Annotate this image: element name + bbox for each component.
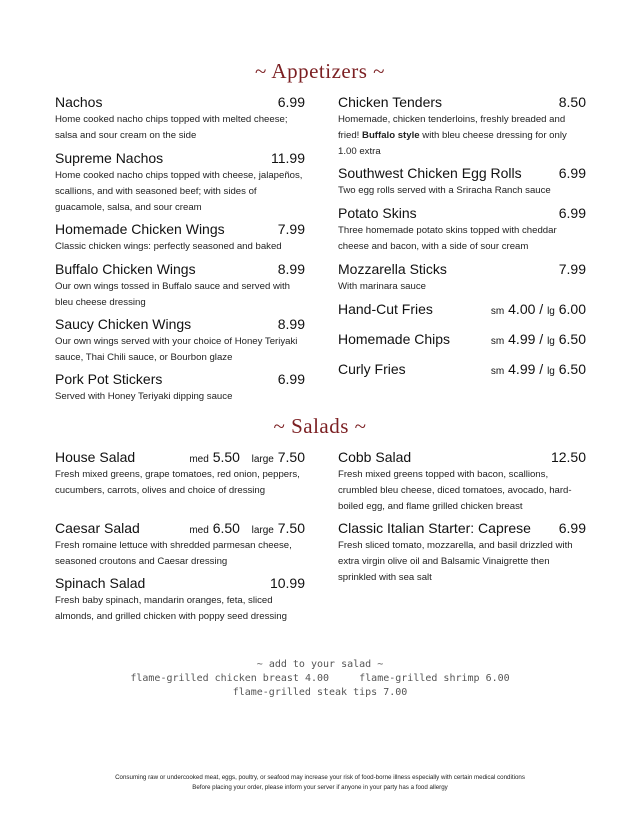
item-name: Southwest Chicken Egg Rolls bbox=[338, 165, 522, 181]
price-small: 4.99 bbox=[508, 331, 536, 347]
item-description: Our own wings tossed in Buffalo sauce and served with bleu cheese dressing bbox=[55, 281, 290, 308]
item-description: Two egg rolls served with a Sriracha Ranch sauce bbox=[338, 185, 551, 196]
description-bold-text: Buffalo style bbox=[362, 130, 420, 141]
item-price bbox=[491, 361, 586, 377]
price-small: 4.99 bbox=[508, 361, 536, 377]
menu-item-saucy-wings bbox=[55, 316, 305, 366]
price-separator: / bbox=[539, 301, 544, 317]
item-price: 7.99 bbox=[558, 261, 586, 277]
menu-item-house-salad bbox=[55, 449, 305, 499]
price-large: 6.00 bbox=[558, 301, 586, 317]
price-large: 7.50 bbox=[277, 520, 305, 536]
item-price bbox=[491, 331, 586, 347]
price-separator: / bbox=[539, 361, 544, 377]
item-name: Classic Italian Starter: Caprese bbox=[338, 520, 531, 536]
item-price: 12.50 bbox=[550, 449, 586, 465]
item-description: With marinara sauce bbox=[338, 281, 426, 292]
item-price: 6.99 bbox=[558, 520, 586, 536]
menu-item-caesar-salad bbox=[55, 520, 305, 570]
item-name: House Salad bbox=[55, 449, 136, 465]
item-description: Home cooked nacho chips topped with cheese, jalapeños, scallions, and with seasoned beef; with sides of guacamole, salsa, and sour cream bbox=[55, 170, 303, 213]
menu-item-curly-fries bbox=[338, 361, 586, 380]
price-separator: / bbox=[539, 331, 544, 347]
menu-item-pot-stickers bbox=[55, 371, 305, 405]
item-name: Homemade Chips bbox=[338, 331, 451, 347]
salads-heading: ~ Salads ~ bbox=[273, 414, 367, 438]
price-large: 6.50 bbox=[558, 331, 586, 347]
item-name: Buffalo Chicken Wings bbox=[55, 261, 196, 277]
item-name: Chicken Tenders bbox=[338, 94, 443, 110]
size-small-label: sm bbox=[490, 306, 505, 317]
price-large: 6.50 bbox=[558, 361, 586, 377]
item-description: Fresh romaine lettuce with shredded parmesan cheese, seasoned croutons and Caesar dressing bbox=[55, 540, 292, 567]
menu-item-egg-rolls bbox=[338, 165, 586, 199]
item-price: 6.99 bbox=[558, 205, 586, 221]
item-name: Nachos bbox=[55, 94, 103, 110]
item-name: Spinach Salad bbox=[55, 575, 146, 591]
addon-chicken: flame-grilled chicken breast 4.00 bbox=[130, 673, 330, 684]
menu-item-homemade-wings bbox=[55, 221, 305, 255]
item-name: Curly Fries bbox=[338, 361, 406, 377]
item-name: Homemade Chicken Wings bbox=[55, 221, 225, 237]
menu-item-cobb-salad bbox=[338, 449, 586, 515]
item-description bbox=[338, 112, 586, 160]
appetizers-heading: ~ Appetizers ~ bbox=[254, 59, 386, 83]
item-description: Fresh baby spinach, mandarin oranges, feta, sliced almonds, and grilled chicken with poppy seed dressing bbox=[55, 595, 287, 622]
item-price: 8.99 bbox=[277, 261, 305, 277]
item-description: Fresh mixed greens topped with bacon, scallions, crumbled bleu cheese, diced tomatoes, avocado, hard-boiled egg, and flame grilled chicken breast bbox=[338, 469, 572, 512]
food-safety-notice: Consuming raw or undercooked meat, eggs, poultry, or seafood may increase your risk of food-borne illness especially with certain medical conditions bbox=[115, 774, 525, 781]
size-small-label: sm bbox=[490, 366, 505, 377]
item-description: Fresh mixed greens, grape tomatoes, red onion, peppers, cucumbers, carrots, olives and choice of dressing bbox=[55, 469, 300, 496]
size-small-label: sm bbox=[490, 336, 505, 347]
description-text: with bleu cheese dressing for only 1.00 extra bbox=[338, 130, 567, 157]
menu-item-supreme-nachos bbox=[55, 150, 305, 216]
menu-item-potato-skins bbox=[338, 205, 586, 255]
item-price bbox=[189, 449, 305, 465]
item-name: Hand-Cut Fries bbox=[338, 301, 433, 317]
item-price: 10.99 bbox=[269, 575, 305, 591]
size-medium-label: med bbox=[189, 454, 209, 465]
description-text: Homemade, chicken tenderloins, freshly breaded and fried! bbox=[338, 114, 566, 141]
item-description: Home cooked nacho chips topped with melted cheese; salsa and sour cream on the side bbox=[55, 114, 288, 141]
menu-item-nachos bbox=[55, 94, 305, 144]
price-small: 4.00 bbox=[508, 301, 536, 317]
item-name: Caesar Salad bbox=[55, 520, 140, 536]
size-large-label: lg bbox=[547, 336, 555, 347]
addons-line-1 bbox=[0, 672, 640, 686]
item-description: Our own wings served with your choice of Honey Teriyaki sauce, Thai Chili sauce, or Bourbon glaze bbox=[55, 336, 298, 363]
item-price: 6.99 bbox=[277, 94, 305, 110]
menu-item-chicken-tenders bbox=[338, 94, 586, 160]
item-price: 8.50 bbox=[558, 94, 586, 110]
menu-item-mozzarella-sticks bbox=[338, 261, 586, 295]
size-large-label: large bbox=[251, 525, 274, 536]
addon-steak: flame-grilled steak tips 7.00 bbox=[232, 687, 408, 698]
item-price: 6.99 bbox=[277, 371, 305, 387]
size-large-label: lg bbox=[547, 366, 555, 377]
addons-heading: ~ add to your salad ~ bbox=[256, 659, 384, 670]
menu-item-homemade-chips bbox=[338, 331, 586, 350]
item-name: Pork Pot Stickers bbox=[55, 371, 163, 387]
menu-item-spinach-salad bbox=[55, 575, 305, 625]
addon-shrimp: flame-grilled shrimp 6.00 bbox=[359, 673, 510, 684]
item-price: 7.99 bbox=[277, 221, 305, 237]
item-description: Classic chicken wings: perfectly seasoned and baked bbox=[55, 241, 282, 252]
menu-item-caprese bbox=[338, 520, 586, 586]
item-price: 11.99 bbox=[271, 150, 305, 166]
size-medium-label: med bbox=[189, 525, 209, 536]
item-description: Fresh sliced tomato, mozzarella, and basil drizzled with extra virgin olive oil and Balsamic Vinaigrette then sprinkled with sea salt bbox=[338, 540, 573, 583]
price-medium: 5.50 bbox=[212, 449, 240, 465]
item-name: Saucy Chicken Wings bbox=[55, 316, 192, 332]
item-price: 6.99 bbox=[558, 165, 586, 181]
item-name: Mozzarella Sticks bbox=[338, 261, 447, 277]
item-price: 8.99 bbox=[277, 316, 305, 332]
item-description: Served with Honey Teriyaki dipping sauce bbox=[55, 391, 233, 402]
item-description: Three homemade potato skins topped with cheddar cheese and bacon, with a side of sour cream bbox=[338, 225, 557, 252]
size-large-label: large bbox=[251, 454, 274, 465]
allergy-notice: Before placing your order, please inform your server if anyone in your party has a food allergy bbox=[192, 784, 448, 791]
price-medium: 6.50 bbox=[212, 520, 240, 536]
item-price bbox=[189, 520, 305, 536]
size-large-label: lg bbox=[547, 306, 555, 317]
item-price bbox=[491, 301, 586, 317]
item-name: Potato Skins bbox=[338, 205, 417, 221]
menu-item-hand-cut-fries bbox=[338, 301, 586, 320]
item-name: Supreme Nachos bbox=[55, 150, 164, 166]
item-name: Cobb Salad bbox=[338, 449, 412, 465]
menu-item-buffalo-wings bbox=[55, 261, 305, 311]
price-large: 7.50 bbox=[277, 449, 305, 465]
